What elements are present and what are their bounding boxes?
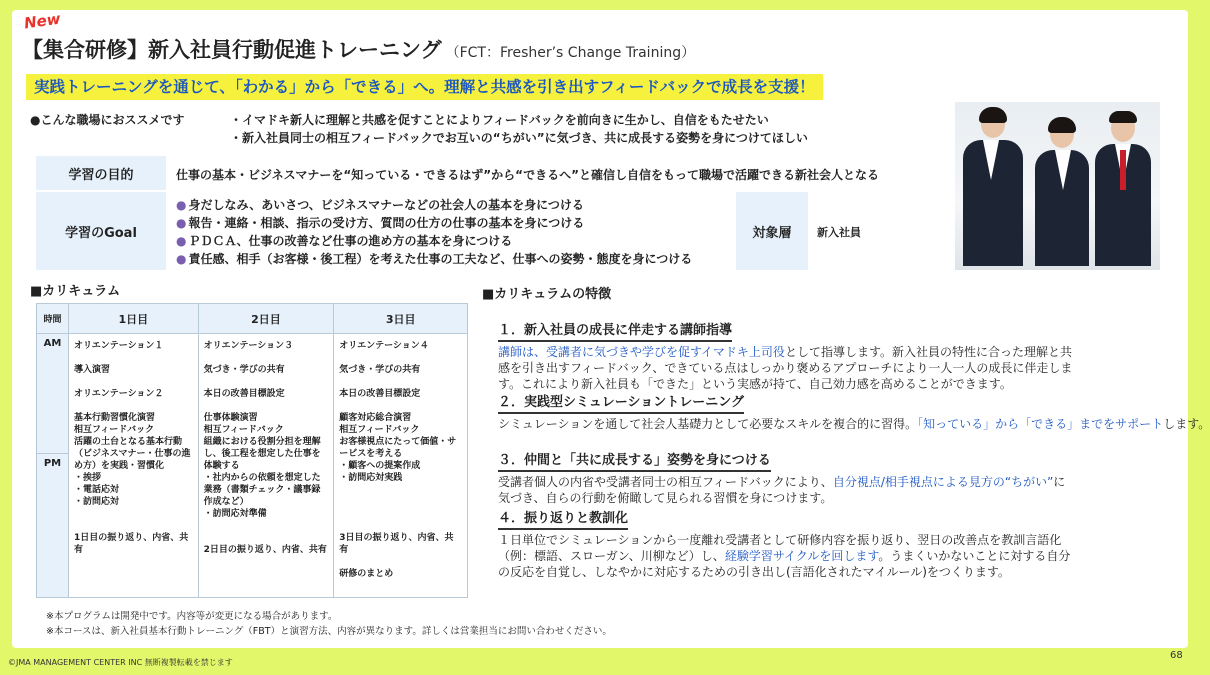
purpose-text: 仕事の基本・ビジネスマナーを“知っている・できるはず”から“できるへ”と確信し自信をもって職場で活躍できる新社会人となる [176,168,879,182]
page-title [22,34,695,64]
bullet-icon: ● [176,234,187,248]
feature-item-2: ２．実践型シミュレーショントレーニング シミュレーションを通して社会人基礎力として必要なスキルを複合的に習得。「知っている」から「できる」までをサポートします。 [498,395,1210,431]
target-value: 新入社員 [817,226,861,239]
recommend-list [230,111,808,147]
bullet-icon: ● [176,216,187,230]
feature-text: す。これにより新入社員も「できた」という実感が持て、自己効力感を高めることができます。 [498,377,1012,391]
title-main-text: 【集合研修】新入社員行動促進トレーニング [22,38,442,62]
goal-item: ● 責任感、相手（お客様・後工程）を考えた仕事の工夫など、仕事への姿勢・態度を身につける [176,252,693,266]
feature-highlight: 経験学習サイクルを回します [724,549,879,563]
page-number: 68 [1170,650,1183,661]
feature-item-1: １．新入社員の成長に伴走する講師指導 講師は、受講者に気づきや学びを促すイマドキ上司役として指導します。新入社員の特性に合った理解と共 感を引き出すフィードバック、できている点はしっかり褒めるアプローチにより一人一人の成長に伴走しま す。これにより新入社員も「できた」という実感が持て、自己効力感を高めることができます。 [498,323,1073,391]
feature-title: ２．実践型シミュレーショントレーニング [498,395,744,414]
purpose-label: 学習の目的 [36,156,166,190]
column-header: 1日目 [68,304,198,334]
curriculum-heading: ■カリキュラム [30,284,121,299]
goal-item: ● ＰＤＣＡ、仕事の改善など仕事の進め方の基本を身につける [176,234,513,248]
footnote: ※本コースは、新入社員基本行動トレーニング（FBT）と演習方法、内容が異なります。詳しくは営業担当にお問い合わせください。 [46,626,612,637]
feature-text: 感を引き出すフィードバック、できている点はしっかり褒めるアプローチにより一人一人の成長に伴走しま [498,361,1073,375]
goal-list [176,196,692,268]
target-label: 対象層 [736,192,808,270]
recommend-label: ●こんな職場におススメです [30,113,185,127]
feature-highlight: 「知っている」から「できる」までをサポート [917,417,1164,431]
day3-cell: オリエンテーション４ 気づき・学びの共有 本日の改善目標設定 顧客対応総合演習 相互フィードバック お客様視点にたって価値・サービスを考える ・顧客への提案作成 ・訪問応対実践 3日目の振り返り、内省、共有 研修のまとめ [334,334,468,598]
new-badge: New [22,9,62,33]
feature-highlight: 自分視点/相手視点による見方の“ちがい” [832,475,1054,489]
footnote: ※本プログラムは開発中です。内容等が変更になる場合があります。 [46,611,338,622]
person-figure [1035,120,1089,270]
features-heading: ■カリキュラムの特徴 [482,287,612,302]
bullet-icon: ● [176,198,187,212]
feature-title: １．新入社員の成長に伴走する講師指導 [498,323,732,342]
day2-cell: オリエンテーション３ 気づき・学びの共有 本日の改善目標設定 仕事体験演習 相互フィードバック 組織における役割分担を理解し、後工程を想定した仕事を体験する ・社内からの依頼を想定した業務（書類チェック・議事録作成など） ・訪問応対準備 2日目の振り返り、内省、共有 [198,334,334,598]
goal-item: ● 身だしなみ、あいさつ、ビジネスマナーなどの社会人の基本を身につける [176,198,584,212]
trainees-photo [955,102,1160,270]
copyright: ©JMA MANAGEMENT CENTER INC 無断複製転載を禁じます [8,658,233,667]
goal-label: 学習のGoal [36,192,166,270]
column-header: 3日目 [334,304,468,334]
recommend-item: ・新入社員同士の相互フィードバックでお互いの“ちがい”に気づき、共に成長する姿勢を身につけてほしい [230,131,808,145]
person-figure [1095,114,1151,270]
feature-title: ３．仲間と「共に成長する」姿勢を身につける [498,453,771,472]
feature-item-4: ４．振り返りと教訓化 １日単位でシミュレーションから一度離れ受講者として研修内容を振り返り、翌日の改善点を教訓言語化 （例：標語、スローガン、川柳など）し、経験学習サイクルを回します。うまくいかないことに対する自分 の反応を自覚し、しなやかに対応するための引き出し(言語化されたマイルール)をつくります。 [498,511,1071,579]
curriculum-table [36,303,468,598]
headline-banner: 実践トレーニングを通じて、「わかる」から「できる」へ。理解と共感を引き出すフィードバックで成長を支援！ [26,74,823,100]
bullet-icon: ● [176,252,187,266]
feature-text: 気づき、自らの行動を俯瞰して見られる習慣を身につけます。 [498,491,833,505]
recommend-item: ・イマドキ新人に理解と共感を促すことによりフィードバックを前向きに生かし、自信をもたせたい [230,113,769,127]
day1-cell: オリエンテーション１ 導入演習 オリエンテーション２ 基本行動習慣化演習 相互フィードバック 活躍の土台となる基本行動（ビジネスマナー・仕事の進め方）を実践・習慣化 ・挨拶 ・電話応対 ・訪問応対 1日目の振り返り、内省、共有 [68,334,198,598]
footnotes [46,609,612,639]
column-header: 時間 [37,304,69,334]
title-subtitle: （FCT：Fresher’s Change Training） [445,45,696,61]
goal-item: ● 報告・連絡・相談、指示の受け方、質問の仕方の仕事の基本を身につける [176,216,585,230]
table-row [37,334,468,454]
person-figure [963,110,1023,270]
feature-highlight: 講師は、受講者に気づきや学びを促すイマドキ上司役 [498,345,785,359]
feature-item-3: ３．仲間と「共に成長する」姿勢を身につける 受講者個人の内省や受講者同士の相互フィードバックにより、自分視点/相手視点による見方の“ちがい”に 気づき、自らの行動を俯瞰して見られる習慣を身につけます。 [498,453,1066,505]
time-cell-am: AM [37,334,69,454]
time-cell-pm: PM [37,454,69,598]
feature-text: １日単位でシミュレーションから一度離れ受講者として研修内容を振り返り、翌日の改善点を教訓言語化 [498,533,1062,547]
column-header: 2日目 [198,304,334,334]
feature-title: ４．振り返りと教訓化 [498,511,628,530]
feature-text: の反応を自覚し、しなやかに対応するための引き出し(言語化されたマイルール)をつくります。 [498,565,1010,579]
table-header-row [37,304,468,334]
